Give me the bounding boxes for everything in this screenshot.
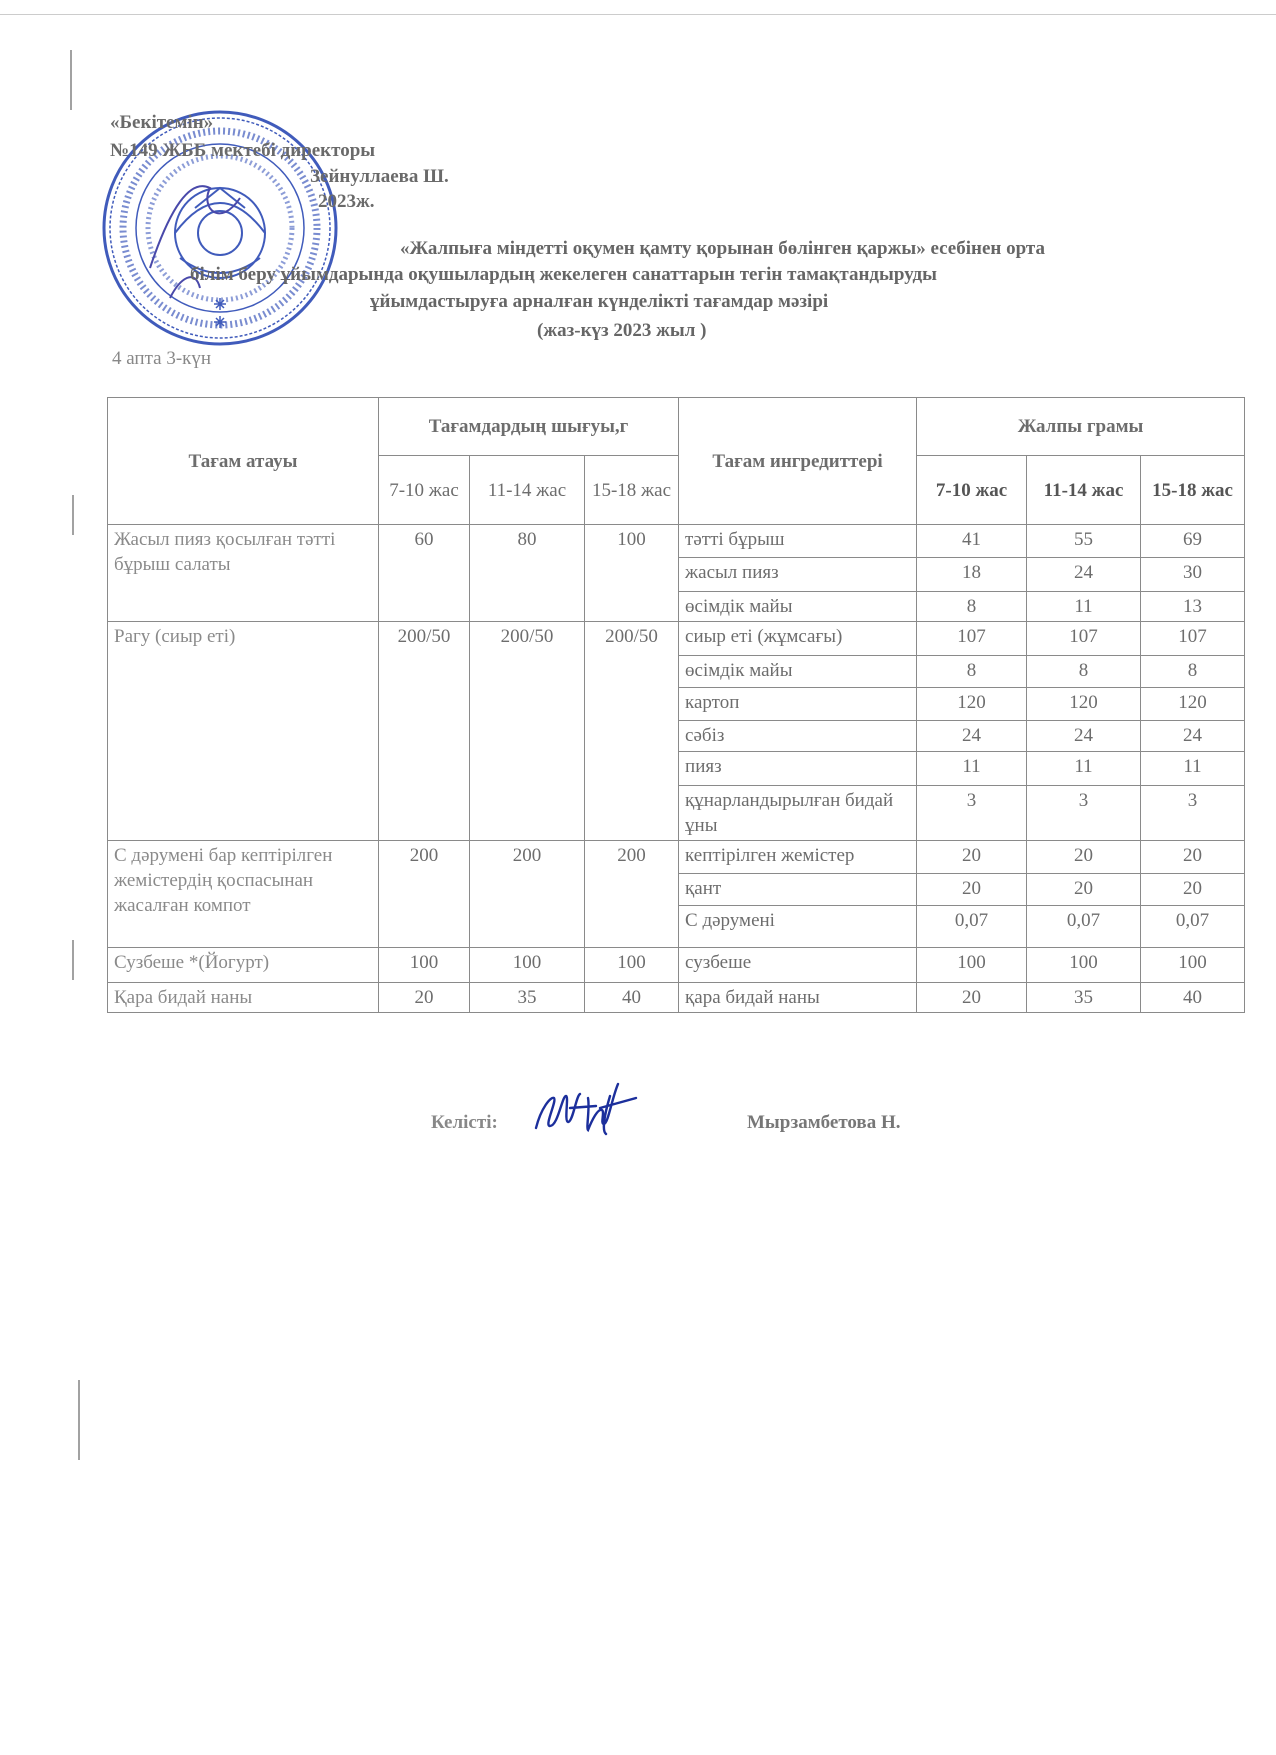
header-gross-grams: Жалпы грамы (917, 398, 1245, 456)
signature-icon (530, 1078, 640, 1140)
ingredient-grams-cell: 100 (1141, 948, 1245, 983)
ingredient-grams-cell: 40 (1141, 983, 1245, 1013)
ingredient-grams-cell: 24 (1027, 721, 1141, 752)
dish-output-cell: 100 (585, 525, 679, 622)
ingredient-grams-cell: 100 (1027, 948, 1141, 983)
ingredient-grams-cell: 11 (1027, 752, 1141, 786)
ingredient-name-cell: сиыр еті (жұмсағы) (679, 622, 917, 656)
header-output-age: 15-18 жас (585, 456, 679, 525)
ingredient-grams-cell: 20 (1027, 841, 1141, 874)
ingredient-grams-cell: 20 (917, 983, 1027, 1013)
ingredient-grams-cell: 30 (1141, 558, 1245, 592)
ingredient-grams-cell: 20 (917, 841, 1027, 874)
menu-table (107, 397, 1245, 1013)
ingredient-name-cell: өсімдік майы (679, 592, 917, 622)
ingredient-grams-cell: 0,07 (1141, 906, 1245, 948)
table-row (108, 948, 1245, 983)
dish-output-cell: 100 (585, 948, 679, 983)
ingredient-grams-cell: 0,07 (917, 906, 1027, 948)
ingredient-name-cell: құнарландырылған бидай ұны (679, 786, 917, 841)
week-day-label: 4 апта 3-күн (112, 348, 212, 369)
dish-name-cell: Жасыл пияз қосылған тәтті бұрыш салаты (108, 525, 379, 622)
header-dish-name: Тағам атауы (108, 398, 379, 525)
scan-margin-mark (72, 940, 74, 980)
table-row (108, 622, 1245, 656)
ingredient-name-cell: С дәрумені (679, 906, 917, 948)
ingredient-grams-cell: 120 (917, 688, 1027, 721)
ingredient-grams-cell: 20 (1027, 874, 1141, 906)
dish-output-cell: 100 (379, 948, 470, 983)
ingredient-grams-cell: 107 (917, 622, 1027, 656)
ingredient-grams-cell: 120 (1141, 688, 1245, 721)
header-output: Тағамдардың шығуы,г (379, 398, 679, 456)
header-gross-age: 11-14 жас (1027, 456, 1141, 525)
ingredient-grams-cell: 3 (917, 786, 1027, 841)
ingredient-grams-cell: 13 (1141, 592, 1245, 622)
ingredient-grams-cell: 24 (917, 721, 1027, 752)
menu-title-line-1: «Жалпыға міндетті оқумен қамту қорынан бөлінген қаржы» есебінен орта (400, 238, 1045, 259)
header-output-age: 7-10 жас (379, 456, 470, 525)
table-row (108, 983, 1245, 1013)
dish-name-cell: Сузбеше *(Йогурт) (108, 948, 379, 983)
dish-output-cell: 80 (470, 525, 585, 622)
dish-output-cell: 200 (585, 841, 679, 948)
ingredient-grams-cell: 18 (917, 558, 1027, 592)
ingredient-grams-cell: 120 (1027, 688, 1141, 721)
ingredient-name-cell: өсімдік майы (679, 656, 917, 688)
ingredient-grams-cell: 69 (1141, 525, 1245, 558)
ingredient-name-cell: кептірілген жемістер (679, 841, 917, 874)
ingredient-grams-cell: 107 (1141, 622, 1245, 656)
ingredient-grams-cell: 107 (1027, 622, 1141, 656)
dish-output-cell: 40 (585, 983, 679, 1013)
ingredient-grams-cell: 24 (1027, 558, 1141, 592)
ingredient-name-cell: жасыл пияз (679, 558, 917, 592)
dish-output-cell: 200/50 (470, 622, 585, 841)
ingredient-name-cell: сузбеше (679, 948, 917, 983)
ingredient-grams-cell: 3 (1141, 786, 1245, 841)
agreed-name: Мырзамбетова Н. (747, 1112, 901, 1133)
scan-margin-mark (72, 495, 74, 535)
dish-name-cell: Рагу (сиыр еті) (108, 622, 379, 841)
dish-output-cell: 200 (470, 841, 585, 948)
ingredient-grams-cell: 24 (1141, 721, 1245, 752)
menu-title-line-2: білім беру ұйымдарында оқушылардың жекелеген санаттарын тегін тамақтандыруды (190, 264, 937, 285)
ingredient-name-cell: қара бидай наны (679, 983, 917, 1013)
header-ingredients: Тағам ингредиттері (679, 398, 917, 525)
ingredient-grams-cell: 100 (917, 948, 1027, 983)
ingredient-grams-cell: 8 (917, 656, 1027, 688)
header-output-age: 11-14 жас (470, 456, 585, 525)
ingredient-name-cell: сәбіз (679, 721, 917, 752)
approval-director-name: Зейнуллаева Ш. (310, 166, 449, 187)
dish-name-cell: Қара бидай наны (108, 983, 379, 1013)
ingredient-grams-cell: 41 (917, 525, 1027, 558)
agreed-label: Келісті: (431, 1112, 498, 1133)
ingredient-grams-cell: 11 (1141, 752, 1245, 786)
menu-title-line-3: ұйымдастыруға арналған күнделікті тағамдар мәзірі (370, 291, 829, 312)
dish-output-cell: 35 (470, 983, 585, 1013)
ingredient-grams-cell: 35 (1027, 983, 1141, 1013)
ingredient-grams-cell: 0,07 (1027, 906, 1141, 948)
ingredient-grams-cell: 20 (1141, 841, 1245, 874)
dish-output-cell: 20 (379, 983, 470, 1013)
ingredient-grams-cell: 20 (1141, 874, 1245, 906)
scan-margin-mark (70, 50, 72, 110)
table-row (108, 841, 1245, 874)
menu-title-season: (жаз-күз 2023 жыл ) (537, 320, 707, 341)
header-gross-age: 15-18 жас (1141, 456, 1245, 525)
ingredient-name-cell: пияз (679, 752, 917, 786)
approval-line-2: №149 ЖББ мектебі директоры (110, 140, 376, 161)
approval-date: 2023ж. (318, 191, 375, 212)
ingredient-grams-cell: 3 (1027, 786, 1141, 841)
ingredient-grams-cell: 11 (1027, 592, 1141, 622)
header-gross-age: 7-10 жас (917, 456, 1027, 525)
ingredient-grams-cell: 20 (917, 874, 1027, 906)
ingredient-name-cell: тәтті бұрыш (679, 525, 917, 558)
scan-margin-mark (78, 1380, 80, 1460)
ingredient-name-cell: картоп (679, 688, 917, 721)
ingredient-grams-cell: 11 (917, 752, 1027, 786)
dish-output-cell: 60 (379, 525, 470, 622)
approval-line-1: «Бекітемін» (110, 112, 214, 133)
dish-output-cell: 200/50 (379, 622, 470, 841)
ingredient-grams-cell: 55 (1027, 525, 1141, 558)
scan-border-line (0, 14, 1276, 15)
dish-output-cell: 200/50 (585, 622, 679, 841)
dish-name-cell: С дәрумені бар кептірілген жемістердің қоспасынан жасалған компот (108, 841, 379, 948)
ingredient-grams-cell: 8 (1141, 656, 1245, 688)
ingredient-grams-cell: 8 (1027, 656, 1141, 688)
dish-output-cell: 100 (470, 948, 585, 983)
table-row (108, 525, 1245, 558)
ingredient-grams-cell: 8 (917, 592, 1027, 622)
ingredient-name-cell: қант (679, 874, 917, 906)
dish-output-cell: 200 (379, 841, 470, 948)
